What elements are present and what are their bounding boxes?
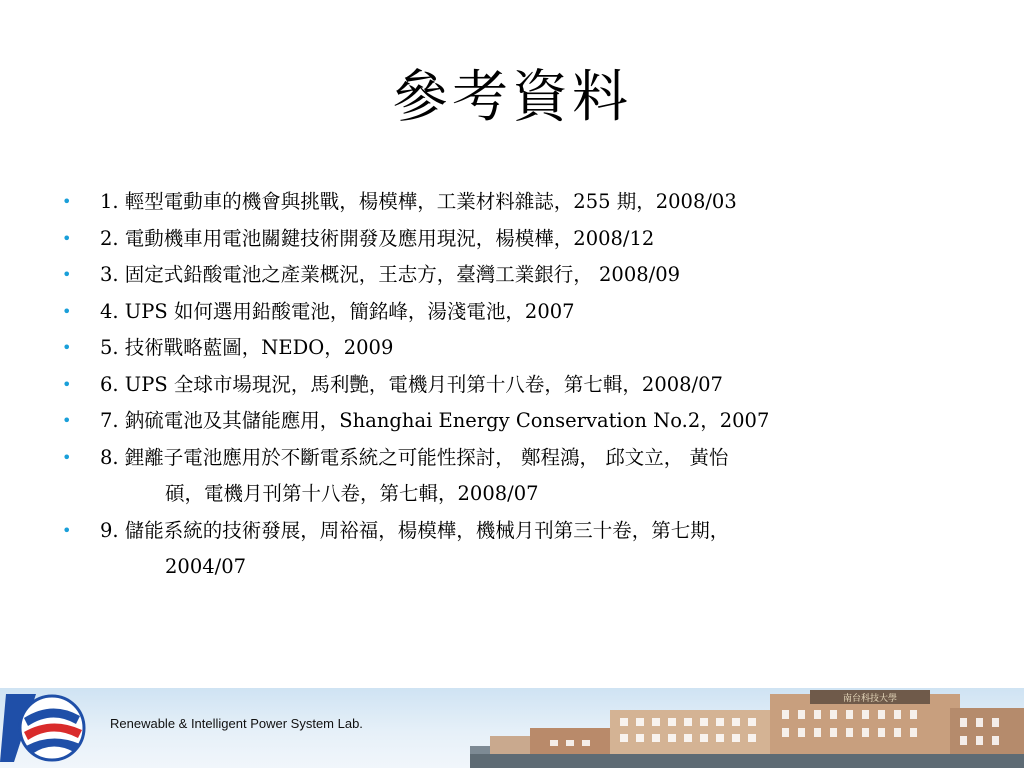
bullet-icon: •	[62, 228, 72, 248]
reference-text-continued: 2004/07	[165, 555, 247, 578]
reference-item	[62, 403, 962, 440]
footer-banner	[0, 688, 1024, 768]
reference-text: 4. UPS 如何選用鉛酸電池，簡銘峰，湯淺電池，2007	[100, 299, 575, 323]
reference-text-continued: 碩，電機月刊第十八卷，第七輯，2008/07	[165, 482, 539, 505]
bullet-icon: •	[62, 520, 72, 540]
reference-text: 3. 固定式鉛酸電池之產業概況，王志方，臺灣工業銀行， 2008/09	[100, 263, 681, 286]
reference-item	[62, 367, 962, 404]
reference-text: 2. 電動機車用電池關鍵技術開發及應用現況，楊模樺，2008/12	[100, 226, 655, 250]
reference-text: 9. 儲能系統的技術發展，周裕福，楊模樺，機械月刊第三十卷，第七期，	[100, 518, 730, 542]
lab-logo-icon	[0, 688, 94, 768]
bullet-icon: •	[62, 447, 72, 467]
building-sign: 南台科技大學	[842, 694, 898, 704]
reference-text: 1. 輕型電動車的機會與挑戰，楊模樺，工業材料雜誌，255 期，2008/03	[100, 190, 737, 213]
reference-item	[62, 440, 962, 513]
reference-text: 5. 技術戰略藍圖，NEDO，2009	[100, 336, 394, 359]
bullet-icon: •	[62, 411, 72, 430]
page-title: 參考資料	[392, 65, 632, 130]
reference-item	[62, 257, 962, 294]
campus-building-image	[470, 688, 1024, 768]
reference-text: 8. 鋰離子電池應用於不斷電系統之可能性探討， 鄭程鴻， 邱文立， 黃怡	[100, 445, 729, 469]
reference-item	[62, 513, 962, 586]
reference-item	[62, 330, 962, 367]
reference-item	[62, 184, 962, 221]
reference-text: 7. 鈉硫電池及其儲能應用，Shanghai Energy Conservation No.2，2007	[100, 409, 770, 432]
reference-item	[62, 221, 962, 258]
bullet-icon: •	[62, 338, 72, 357]
lab-name: Renewable & Intelligent Power System Lab.	[110, 716, 363, 731]
bullet-icon: •	[62, 192, 72, 211]
reference-list	[62, 184, 962, 586]
reference-text: 6. UPS 全球市場現況，馬利艷，電機月刊第十八卷，第七輯，2008/07	[100, 372, 723, 396]
bullet-icon: •	[62, 265, 72, 284]
bullet-icon: •	[62, 374, 72, 394]
reference-item	[62, 294, 962, 331]
bullet-icon: •	[62, 301, 72, 321]
